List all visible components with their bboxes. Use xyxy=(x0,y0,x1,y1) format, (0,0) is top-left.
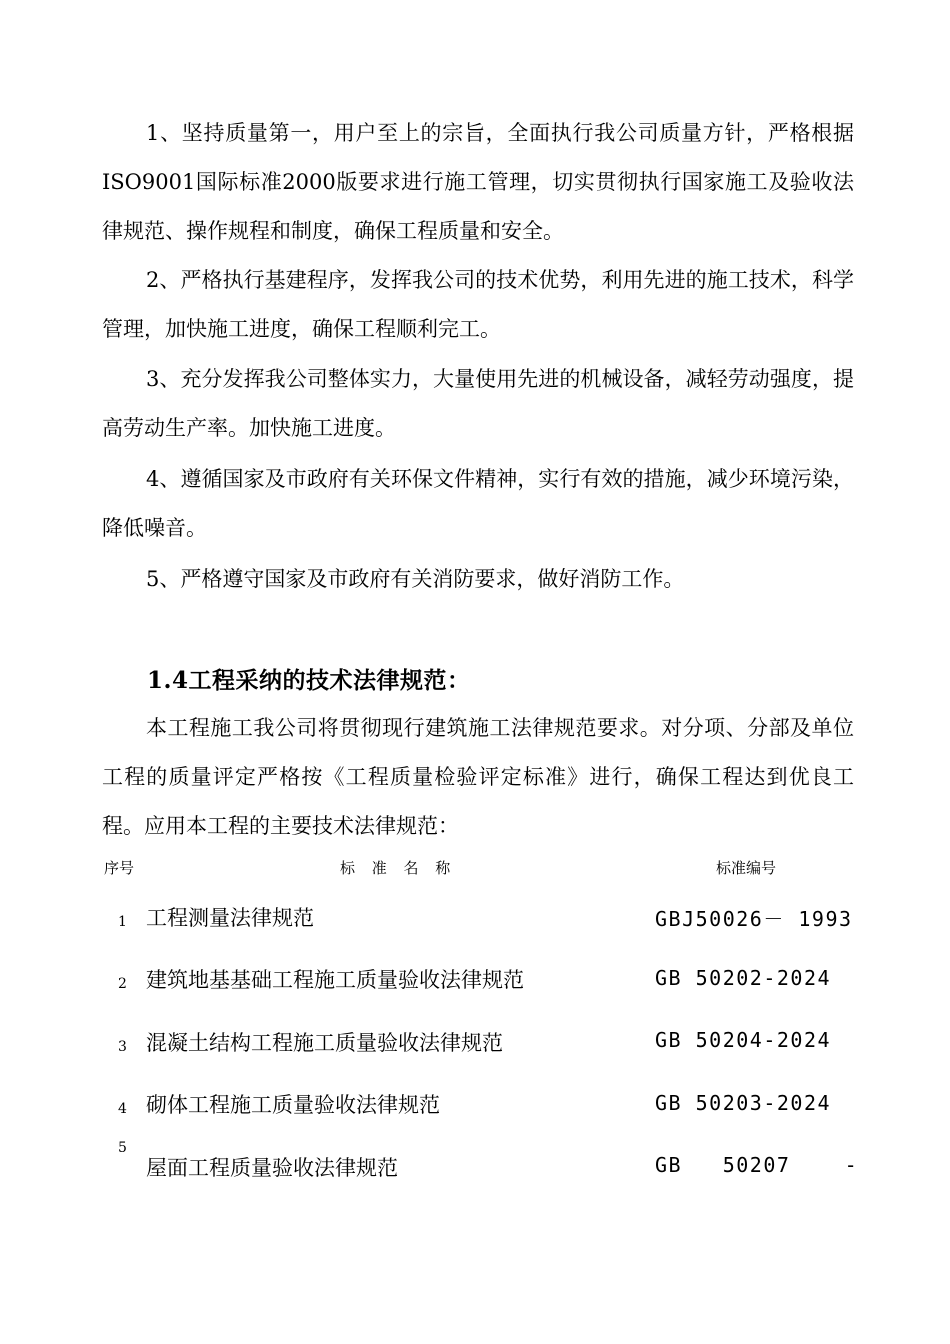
section-heading: 1.4工程采纳的技术法律规范： xyxy=(147,667,471,694)
standard-name: 建筑地基基础工程施工质量验收法律规范 xyxy=(146,968,524,992)
row-number: 2 xyxy=(118,976,127,992)
principle-paragraph-3: 3、充分发挥我公司整体实力，大量使用先进的机械设备，减轻劳动强度，提高劳动生产率。加快施工进度。 xyxy=(102,367,854,440)
standard-name: 混凝土结构工程施工质量验收法律规范 xyxy=(146,1031,503,1055)
table-header-code: 标准编号 xyxy=(716,859,777,877)
row-number: 4 xyxy=(118,1101,127,1117)
table-header-num: 序号 xyxy=(104,859,135,877)
row-number: 1 xyxy=(118,914,127,930)
standard-code: GB 50203-2024 xyxy=(655,1091,832,1115)
principle-paragraph-1: 1、坚持质量第一，用户至上的宗旨，全面执行我公司质量方针，严格根据ISO9001国际标准2000版要求进行施工管理，切实贯彻执行国家施工及验收法律规范、操作规程和制度，确保工程质量和安全。 xyxy=(102,121,854,243)
standard-name: 屋面工程质量验收法律规范 xyxy=(146,1156,398,1180)
row-number: 3 xyxy=(118,1039,127,1055)
standard-name: 工程测量法律规范 xyxy=(146,906,314,930)
standard-code: GB 50204-2024 xyxy=(655,1028,832,1052)
table-header-name: 标 准 名 称 xyxy=(340,859,457,877)
principle-paragraph-2: 2、严格执行基建程序，发挥我公司的技术优势，利用先进的施工技术，科学管理，加快施工进度，确保工程顺利完工。 xyxy=(102,268,854,341)
standard-name: 砌体工程施工质量验收法律规范 xyxy=(146,1093,440,1117)
standard-code: GBJ50026－ 1993 xyxy=(655,907,853,931)
standard-code: GB 50202-2024 xyxy=(655,966,832,990)
section-intro: 本工程施工我公司将贯彻现行建筑施工法律规范要求。对分项、分部及单位工程的质量评定严格按《工程质量检验评定标准》进行，确保工程达到优良工程。应用本工程的主要技术法律规范： xyxy=(102,716,854,838)
row-number: 5 xyxy=(118,1140,127,1156)
principle-paragraph-4: 4、遵循国家及市政府有关环保文件精神，实行有效的措施，减少环境污染，降低噪音。 xyxy=(102,467,854,540)
standard-code: GB 50207 - xyxy=(655,1153,859,1177)
principle-paragraph-5: 5、严格遵守国家及市政府有关消防要求，做好消防工作。 xyxy=(146,567,685,591)
